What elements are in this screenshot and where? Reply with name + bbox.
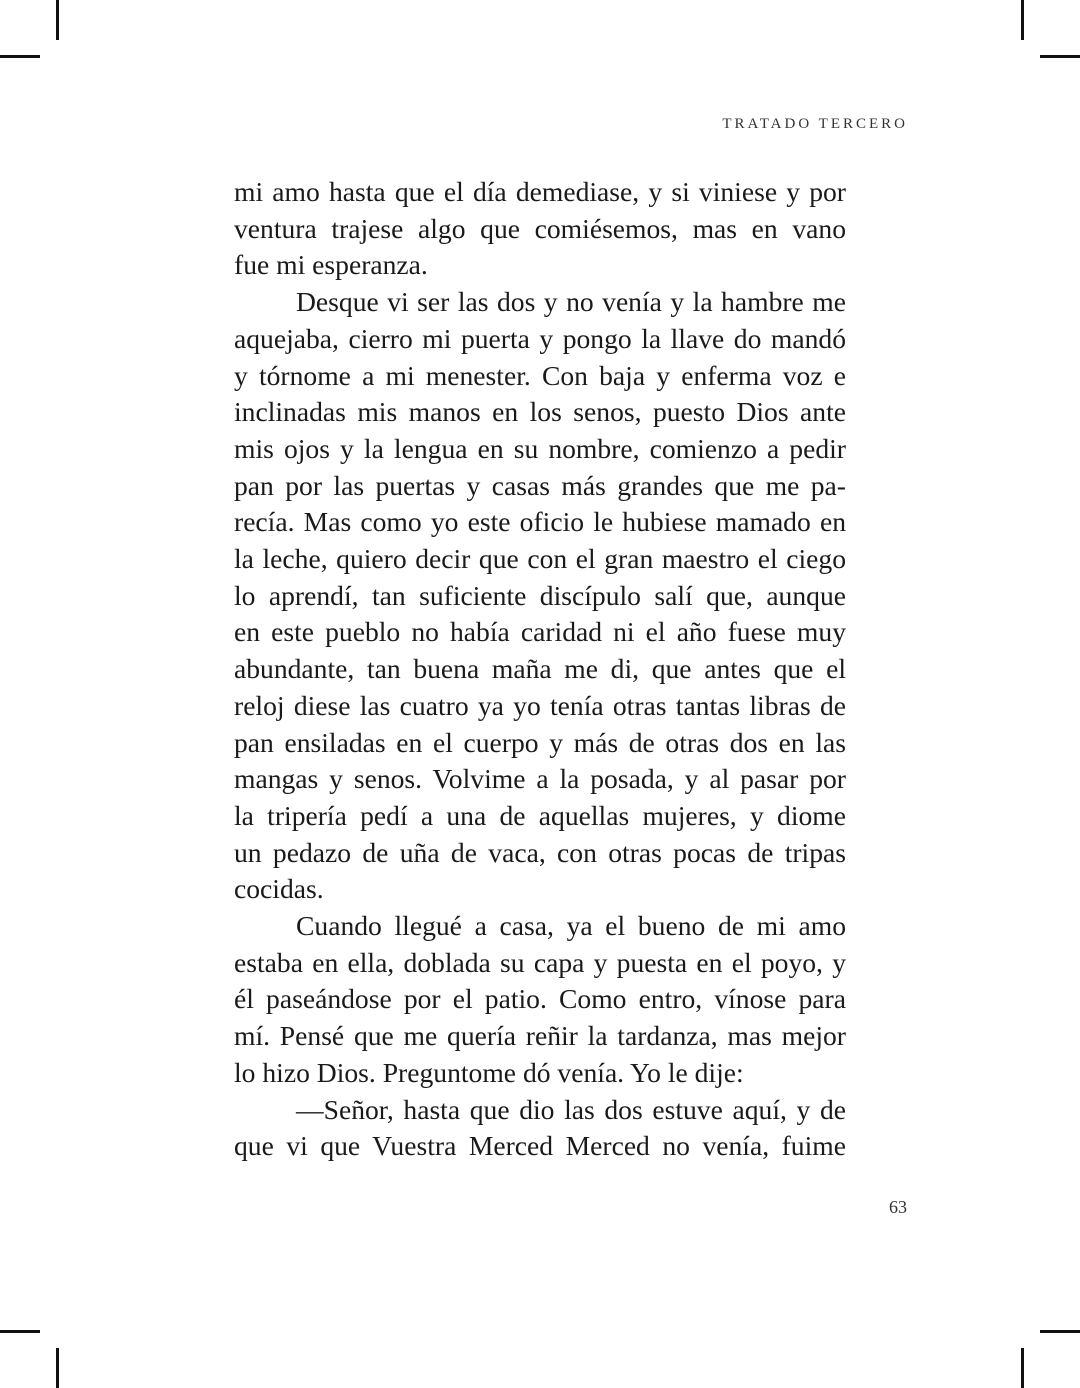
text-line: que vi que Vuestra Merced Merced no venía, fuime xyxy=(234,1130,846,1162)
body-text xyxy=(234,174,846,1165)
crop-mark-top-left-horizontal xyxy=(0,55,40,58)
running-head: TRATADO TERCERO xyxy=(722,116,908,132)
crop-mark-top-right-horizontal xyxy=(1040,55,1080,58)
text-line: abundante, tan buena maña me di, que antes que el xyxy=(234,653,846,685)
crop-mark-bottom-left-horizontal xyxy=(0,1330,40,1333)
text-line: aquejaba, cierro mi puerta y pongo la llave do mandó xyxy=(234,322,846,354)
text-line: la tripería pedí a una de aquellas mujeres, y diome xyxy=(234,799,846,831)
text-line: mis ojos y la lengua en su nombre, comienzo a pedir xyxy=(234,432,846,464)
crop-mark-bottom-right-horizontal xyxy=(1040,1330,1080,1333)
text-line: él paseándose por el patio. Como entro, vínose para xyxy=(234,983,846,1015)
text-line: mí. Pensé que me quería reñir la tardanza, mas mejor xyxy=(234,1020,846,1052)
text-line: —Señor, hasta que dio las dos estuve aquí, y de xyxy=(296,1093,846,1125)
text-line: estaba en ella, doblada su capa y puesta en el poyo, y xyxy=(234,946,846,978)
text-line: mangas y senos. Volvime a la posada, y al pasar por xyxy=(234,763,846,795)
text-line: cocidas. xyxy=(234,873,324,905)
text-line: mi amo hasta que el día demediase, y si viniese y por xyxy=(234,176,846,207)
crop-mark-bottom-right-vertical xyxy=(1021,1348,1024,1388)
text-line: fue mi esperanza. xyxy=(234,249,428,281)
text-line: la leche, quiero decir que con el gran maestro el ciego xyxy=(234,543,846,575)
crop-mark-bottom-left-vertical xyxy=(56,1348,59,1388)
text-line: lo aprendí, tan suficiente discípulo salí que, aunque xyxy=(234,579,846,611)
crop-mark-top-left-vertical xyxy=(56,0,59,40)
page-number: 63 xyxy=(889,1197,907,1217)
text-line: pan ensiladas en el cuerpo y más de otras dos en las xyxy=(234,726,846,758)
text-line: Cuando llegué a casa, ya el bueno de mi amo xyxy=(296,910,846,942)
crop-mark-top-right-vertical xyxy=(1021,0,1024,40)
text-line: Desque vi ser las dos y no venía y la hambre me xyxy=(296,286,846,318)
text-line: reloj diese las cuatro ya yo tenía otras tantas libras de xyxy=(234,689,846,721)
text-line: inclinadas mis manos en los senos, puesto Dios ante xyxy=(234,396,846,428)
text-line: ventura trajese algo que comiésemos, mas en vano xyxy=(234,212,846,244)
text-line: en este pueblo no había caridad ni el año fuese muy xyxy=(234,616,846,648)
text-line: un pedazo de uña de vaca, con otras pocas de tripas xyxy=(234,836,846,868)
text-line: recía. Mas como yo este oficio le hubiese mamado en xyxy=(234,506,846,538)
text-line: lo hizo Dios. Preguntome dó venía. Yo le dije: xyxy=(234,1056,744,1088)
text-line: y tórnome a mi menester. Con baja y enferma voz e xyxy=(234,359,846,391)
text-line: pan por las puertas y casas más grandes que me pa- xyxy=(234,469,846,501)
